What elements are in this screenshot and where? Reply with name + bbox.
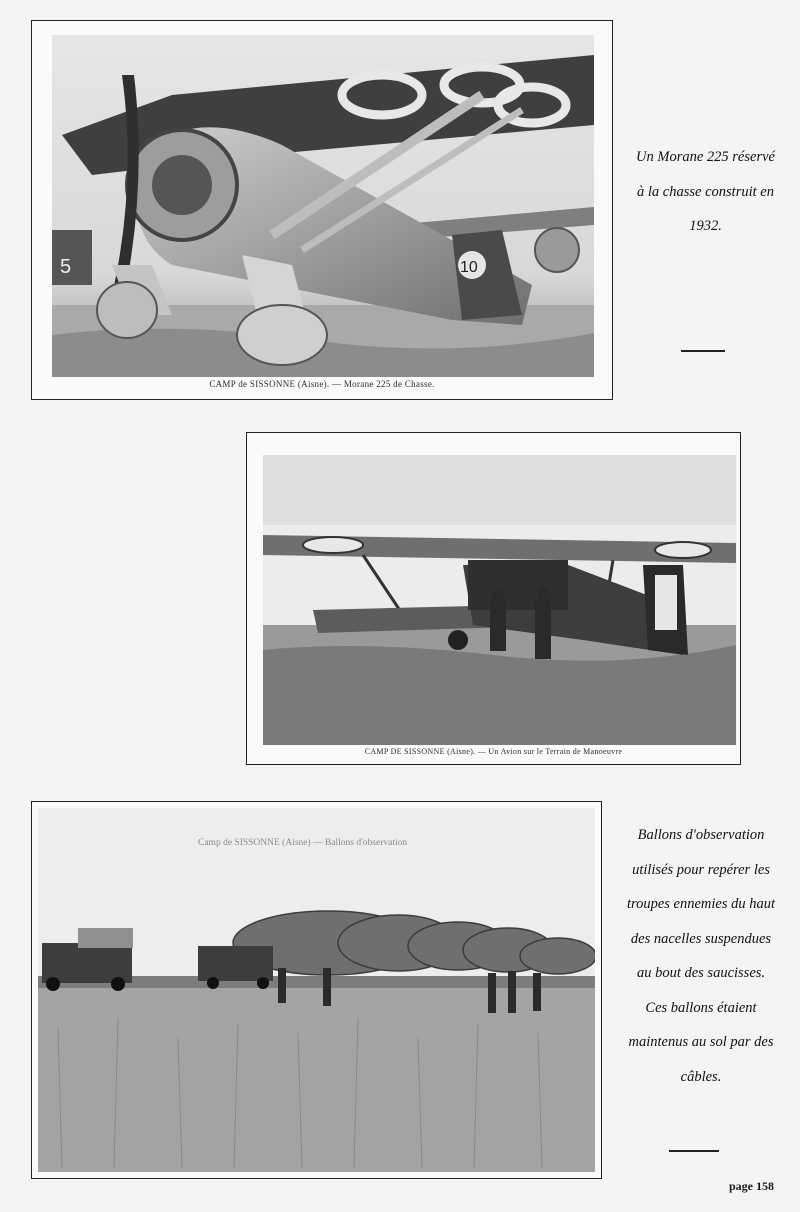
description-line: troupes ennemies du haut bbox=[626, 896, 776, 912]
description-line: des nacelles suspendues bbox=[630, 930, 772, 947]
description-morane bbox=[618, 140, 793, 244]
description-line: 1932. bbox=[689, 218, 722, 234]
morane-aircraft-illustration bbox=[52, 35, 594, 377]
tail-number-10: 10 bbox=[460, 259, 478, 276]
photo-frame-morane bbox=[31, 20, 613, 400]
biplane-illustration bbox=[263, 455, 736, 745]
description-line: maintenus au sol par des bbox=[628, 1034, 774, 1050]
balloons-illustration bbox=[38, 808, 595, 1172]
photo-balloons bbox=[38, 808, 595, 1172]
description-line: Ces ballons étaient bbox=[645, 999, 757, 1016]
description-line: utilisés pour repérer les bbox=[632, 861, 770, 878]
description-line: au bout des saucisses. bbox=[636, 965, 766, 981]
photo-frame-balloons bbox=[31, 801, 602, 1179]
description-line: à la chasse construit en bbox=[637, 183, 774, 200]
divider-rule bbox=[681, 350, 725, 352]
photo-frame-biplane bbox=[246, 432, 741, 765]
background-plane-number-5: 5 bbox=[60, 256, 72, 278]
photo-biplane bbox=[263, 455, 736, 745]
page-number: page 158 bbox=[729, 1179, 774, 1193]
description-balloons bbox=[606, 818, 796, 1094]
divider-rule bbox=[669, 1150, 719, 1152]
photo-morane-225 bbox=[52, 35, 594, 377]
photo-title-balloons: Camp de SISSONNE (Aisne) — Ballons d'observation bbox=[198, 838, 408, 848]
photo-caption-morane: CAMP de SISSONNE (Aisne). — Morane 225 de Chasse. bbox=[209, 379, 435, 389]
description-line: Ballons d'observation bbox=[637, 827, 765, 843]
photo-caption-biplane: CAMP DE SISSONNE (Aisne). — Un Avion sur le Terrain de Manoeuvre bbox=[364, 747, 623, 756]
description-line: Un Morane 225 réservé bbox=[636, 149, 775, 165]
description-line: câbles. bbox=[680, 1068, 722, 1085]
